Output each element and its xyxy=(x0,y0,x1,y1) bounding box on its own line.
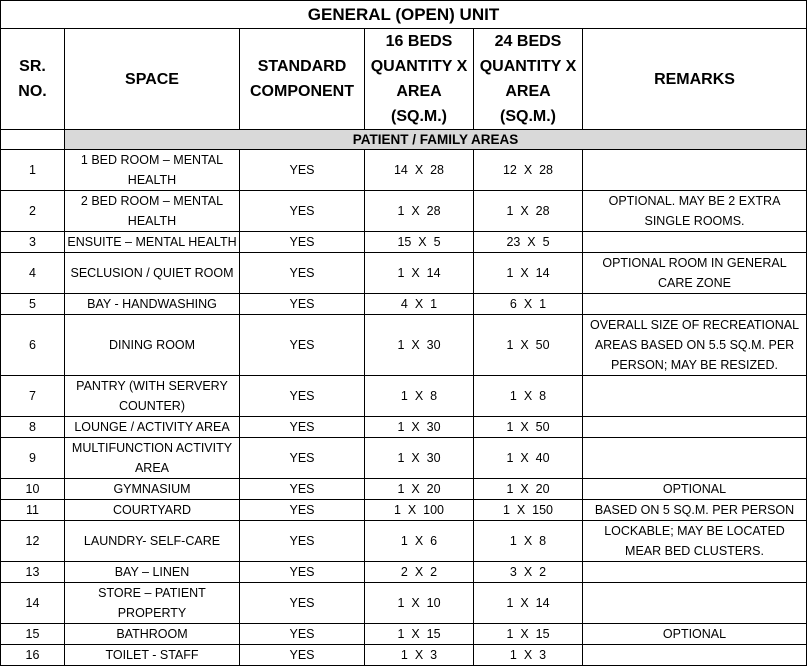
table-row xyxy=(1,294,807,315)
row-sr-no: 10 xyxy=(1,479,65,500)
row-remarks xyxy=(583,232,807,253)
row-sr-no: 7 xyxy=(1,376,65,417)
row-space: LAUNDRY- SELF-CARE xyxy=(65,521,240,562)
row-sr-no: 1 xyxy=(1,150,65,191)
title-row xyxy=(1,1,807,29)
row-standard-component: YES xyxy=(240,315,365,376)
row-sr-no: 5 xyxy=(1,294,65,315)
row-sr-no: 4 xyxy=(1,253,65,294)
row-24-beds-qty: 1 X 150 xyxy=(474,500,583,521)
header-24-beds: 24 BEDS QUANTITY X AREA (SQ.M.) xyxy=(474,29,583,130)
row-space: MULTIFUNCTION ACTIVITY AREA xyxy=(65,438,240,479)
table-row xyxy=(1,479,807,500)
row-space: LOUNGE / ACTIVITY AREA xyxy=(65,417,240,438)
table-row xyxy=(1,376,807,417)
row-24-beds-qty: 6 X 1 xyxy=(474,294,583,315)
row-space: COURTYARD xyxy=(65,500,240,521)
table-row xyxy=(1,417,807,438)
header-remarks: REMARKS xyxy=(583,29,807,130)
row-16-beds-qty: 1 X 3 xyxy=(365,645,474,666)
row-24-beds-qty: 12 X 28 xyxy=(474,150,583,191)
row-standard-component: YES xyxy=(240,521,365,562)
row-sr-no: 15 xyxy=(1,624,65,645)
row-standard-component: YES xyxy=(240,624,365,645)
row-16-beds-qty: 1 X 28 xyxy=(365,191,474,232)
row-16-beds-qty: 1 X 30 xyxy=(365,417,474,438)
row-16-beds-qty: 15 X 5 xyxy=(365,232,474,253)
row-remarks xyxy=(583,438,807,479)
row-sr-no: 8 xyxy=(1,417,65,438)
row-sr-no: 12 xyxy=(1,521,65,562)
table-row xyxy=(1,150,807,191)
section-spacer xyxy=(1,130,65,150)
row-16-beds-qty: 1 X 30 xyxy=(365,315,474,376)
row-16-beds-qty: 2 X 2 xyxy=(365,562,474,583)
row-24-beds-qty: 1 X 20 xyxy=(474,479,583,500)
row-16-beds-qty: 1 X 14 xyxy=(365,253,474,294)
row-standard-component: YES xyxy=(240,294,365,315)
row-standard-component: YES xyxy=(240,583,365,624)
row-remarks: OPTIONAL. MAY BE 2 EXTRA SINGLE ROOMS. xyxy=(583,191,807,232)
row-standard-component: YES xyxy=(240,376,365,417)
row-space: GYMNASIUM xyxy=(65,479,240,500)
row-16-beds-qty: 1 X 20 xyxy=(365,479,474,500)
row-space: 1 BED ROOM – MENTAL HEALTH xyxy=(65,150,240,191)
row-remarks xyxy=(583,417,807,438)
table-row xyxy=(1,500,807,521)
table-row xyxy=(1,624,807,645)
row-remarks xyxy=(583,562,807,583)
row-standard-component: YES xyxy=(240,150,365,191)
table-title: GENERAL (OPEN) UNIT xyxy=(1,1,807,29)
row-sr-no: 3 xyxy=(1,232,65,253)
table-row xyxy=(1,315,807,376)
row-space: DINING ROOM xyxy=(65,315,240,376)
row-remarks: OPTIONAL xyxy=(583,479,807,500)
table-row xyxy=(1,232,807,253)
row-space: 2 BED ROOM – MENTAL HEALTH xyxy=(65,191,240,232)
row-remarks xyxy=(583,294,807,315)
header-16-beds: 16 BEDS QUANTITY X AREA (SQ.M.) xyxy=(365,29,474,130)
row-standard-component: YES xyxy=(240,479,365,500)
table-row xyxy=(1,645,807,666)
row-16-beds-qty: 14 X 28 xyxy=(365,150,474,191)
row-sr-no: 9 xyxy=(1,438,65,479)
row-space: BAY – LINEN xyxy=(65,562,240,583)
row-standard-component: YES xyxy=(240,500,365,521)
row-space: SECLUSION / QUIET ROOM xyxy=(65,253,240,294)
row-remarks: OVERALL SIZE OF RECREATIONAL AREAS BASED ON 5.5 SQ.M. PER PERSON; MAY BE RESIZED. xyxy=(583,315,807,376)
section-title: PATIENT / FAMILY AREAS xyxy=(65,130,807,150)
row-24-beds-qty: 23 X 5 xyxy=(474,232,583,253)
row-16-beds-qty: 1 X 100 xyxy=(365,500,474,521)
header-standard-component: STANDARD COMPONENT xyxy=(240,29,365,130)
table-row xyxy=(1,583,807,624)
row-16-beds-qty: 1 X 8 xyxy=(365,376,474,417)
row-remarks: OPTIONAL ROOM IN GENERAL CARE ZONE xyxy=(583,253,807,294)
row-16-beds-qty: 1 X 10 xyxy=(365,583,474,624)
row-space: PANTRY (WITH SERVERY COUNTER) xyxy=(65,376,240,417)
row-24-beds-qty: 1 X 40 xyxy=(474,438,583,479)
row-24-beds-qty: 1 X 8 xyxy=(474,521,583,562)
row-remarks xyxy=(583,150,807,191)
header-row xyxy=(1,29,807,130)
row-space: BAY - HANDWASHING xyxy=(65,294,240,315)
row-space: BATHROOM xyxy=(65,624,240,645)
row-sr-no: 6 xyxy=(1,315,65,376)
row-16-beds-qty: 1 X 15 xyxy=(365,624,474,645)
row-sr-no: 13 xyxy=(1,562,65,583)
table-row xyxy=(1,191,807,232)
row-sr-no: 16 xyxy=(1,645,65,666)
row-standard-component: YES xyxy=(240,417,365,438)
row-24-beds-qty: 1 X 15 xyxy=(474,624,583,645)
row-remarks: OPTIONAL xyxy=(583,624,807,645)
row-24-beds-qty: 1 X 28 xyxy=(474,191,583,232)
row-space: TOILET - STAFF xyxy=(65,645,240,666)
row-24-beds-qty: 1 X 3 xyxy=(474,645,583,666)
row-16-beds-qty: 1 X 6 xyxy=(365,521,474,562)
row-16-beds-qty: 4 X 1 xyxy=(365,294,474,315)
row-standard-component: YES xyxy=(240,191,365,232)
row-sr-no: 14 xyxy=(1,583,65,624)
row-remarks xyxy=(583,376,807,417)
row-standard-component: YES xyxy=(240,645,365,666)
table-body xyxy=(1,150,807,666)
row-24-beds-qty: 1 X 50 xyxy=(474,417,583,438)
row-remarks: LOCKABLE; MAY BE LOCATED MEAR BED CLUSTERS. xyxy=(583,521,807,562)
table-row xyxy=(1,253,807,294)
row-standard-component: YES xyxy=(240,562,365,583)
row-remarks xyxy=(583,583,807,624)
row-remarks: BASED ON 5 SQ.M. PER PERSON xyxy=(583,500,807,521)
row-24-beds-qty: 3 X 2 xyxy=(474,562,583,583)
row-24-beds-qty: 1 X 50 xyxy=(474,315,583,376)
row-space: STORE – PATIENT PROPERTY xyxy=(65,583,240,624)
table-row xyxy=(1,562,807,583)
row-standard-component: YES xyxy=(240,253,365,294)
header-sr-no: SR. NO. xyxy=(1,29,65,130)
table-row xyxy=(1,521,807,562)
row-24-beds-qty: 1 X 14 xyxy=(474,253,583,294)
row-24-beds-qty: 1 X 14 xyxy=(474,583,583,624)
row-remarks xyxy=(583,645,807,666)
row-standard-component: YES xyxy=(240,438,365,479)
row-sr-no: 11 xyxy=(1,500,65,521)
row-24-beds-qty: 1 X 8 xyxy=(474,376,583,417)
row-space: ENSUITE – MENTAL HEALTH xyxy=(65,232,240,253)
row-standard-component: YES xyxy=(240,232,365,253)
row-16-beds-qty: 1 X 30 xyxy=(365,438,474,479)
table-row xyxy=(1,438,807,479)
header-space: SPACE xyxy=(65,29,240,130)
section-row xyxy=(1,130,807,150)
row-sr-no: 2 xyxy=(1,191,65,232)
